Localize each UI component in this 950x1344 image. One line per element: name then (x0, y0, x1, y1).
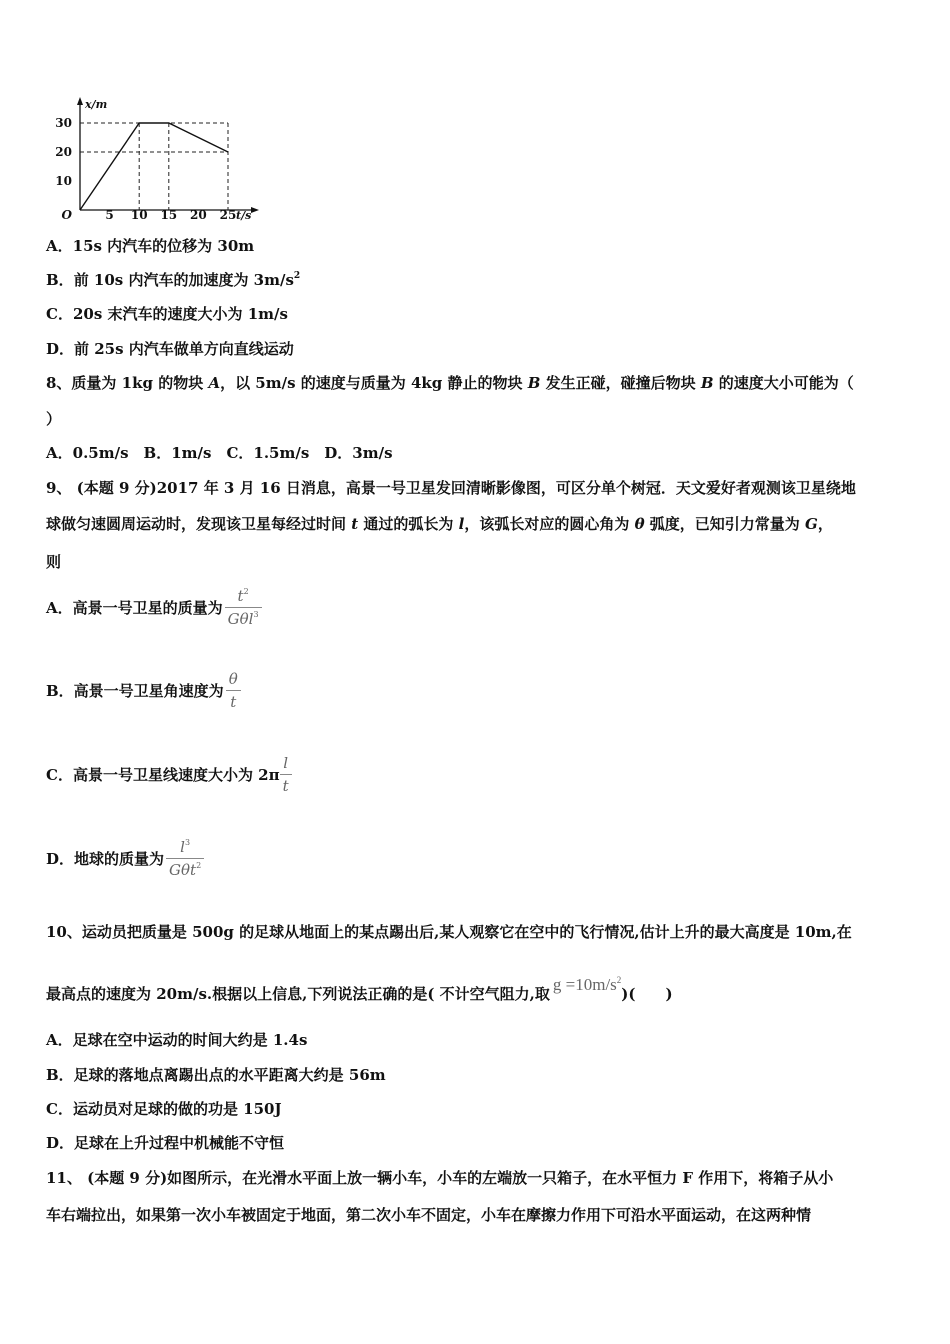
y-tick-20: 20 (55, 145, 72, 159)
q10-option-b: B．足球的落地点离踢出点的水平距离大约是 56m (46, 1066, 386, 1084)
x-tick-20: 20 (190, 208, 207, 222)
fraction-a: $\frac{t^2}{G\theta l^3}$ (225, 587, 262, 628)
q10-option-a: A．足球在空中运动的时间大约是 1.4s (46, 1031, 308, 1049)
q9-stem-line3: 则 (46, 553, 62, 571)
y-axis-arrow (77, 97, 83, 105)
q8-stem-close: ） (46, 410, 62, 428)
y-axis-label: x/m (85, 98, 108, 111)
q8-options: A．0.5m/s B．1m/s C．1.5m/s D．3m/s (46, 444, 393, 462)
q7-option-b: B．前 10s 内汽车的加速度为 $3m/s^2$ (46, 271, 301, 289)
q11-stem-line2: 车右端拉出，如果第一次小车被固定于地面，第二次小车不固定，小车在摩擦力作用下可沿水平面运动，在这两种情 (46, 1206, 812, 1224)
xt-graph (50, 92, 265, 222)
q10-option-c: C．运动员对足球的做的功是 150J (46, 1100, 282, 1118)
q9-stem-line1: 9、 (本题 9 分)2017 年 3 月 16 日消息，高景一号卫星发回清晰影像图，可区分单个树冠．天文爱好者观测该卫星绕地 (46, 479, 856, 497)
q9-stem-line2: 球做匀速圆周运动时，发现该卫星每经过时间 t 通过的弧长为 l，该弧长对应的圆心角为 θ 弧度，已知引力常量为 G， (46, 515, 833, 533)
q9-option-b: B．高景一号卫星角速度为 $\frac{\theta}{t}$ (46, 670, 241, 711)
q10-option-d: D．足球在上升过程中机械能不守恒 (46, 1134, 285, 1152)
y-tick-30: 30 (55, 116, 72, 130)
q10-stem-line1: 10、运动员把质量是 500g 的足球从地面上的某点踢出后,某人观察它在空中的飞行情况,估计上升的最大高度是 10m,在 (46, 923, 852, 941)
q11-stem-line1: 11、 (本题 9 分)如图所示，在光滑水平面上放一辆小车，小车的左端放一只箱子，在水平恒力 F 作用下，将箱子从小 (46, 1169, 834, 1187)
q7-option-d: D．前 25s 内汽车做单方向直线运动 (46, 340, 294, 358)
fraction-d: $\frac{l^3}{G\theta t^2}$ (166, 838, 204, 879)
origin-label: O (61, 208, 72, 222)
fraction-c: $\frac{l}{t}$ (280, 754, 292, 795)
x-tick-15: 15 (160, 208, 178, 222)
q9-option-d: D．地球的质量为 $\frac{l^3}{G\theta t^2}$ (46, 838, 204, 879)
x-axis-arrow (251, 207, 259, 213)
xt-series-line (80, 123, 228, 210)
fraction-b: $\frac{\theta}{t}$ (226, 670, 241, 711)
q9-option-c: C．高景一号卫星线速度大小为 2π $\frac{l}{t}$ (46, 754, 292, 795)
y-tick-10: 10 (55, 174, 72, 188)
q7-option-a: A．15s 内汽车的位移为 30m (46, 237, 255, 255)
x-tick-10: 10 (130, 208, 148, 222)
x-axis-label: t/s (236, 209, 252, 222)
q8-stem: 8、质量为 1kg 的物块 A，以 5m/s 的速度与质量为 4kg 静止的物块 B 发生正碰，碰撞后物块 B 的速度大小可能为（ (46, 374, 854, 392)
q9-option-a: A．高景一号卫星的质量为 $\frac{t^2}{G\theta l^3}$ (46, 587, 262, 628)
x-tick-25: 25 (219, 208, 237, 222)
q7-option-c: C．20s 末汽车的速度大小为 1m/s (46, 305, 288, 323)
x-tick-5: 5 (105, 208, 114, 222)
q10-stem-line2: 最高点的速度为 20m/s.根据以上信息,下列说法正确的是( 不计空气阻力,取 $g =10m/s^2$)( ) (46, 975, 673, 1003)
